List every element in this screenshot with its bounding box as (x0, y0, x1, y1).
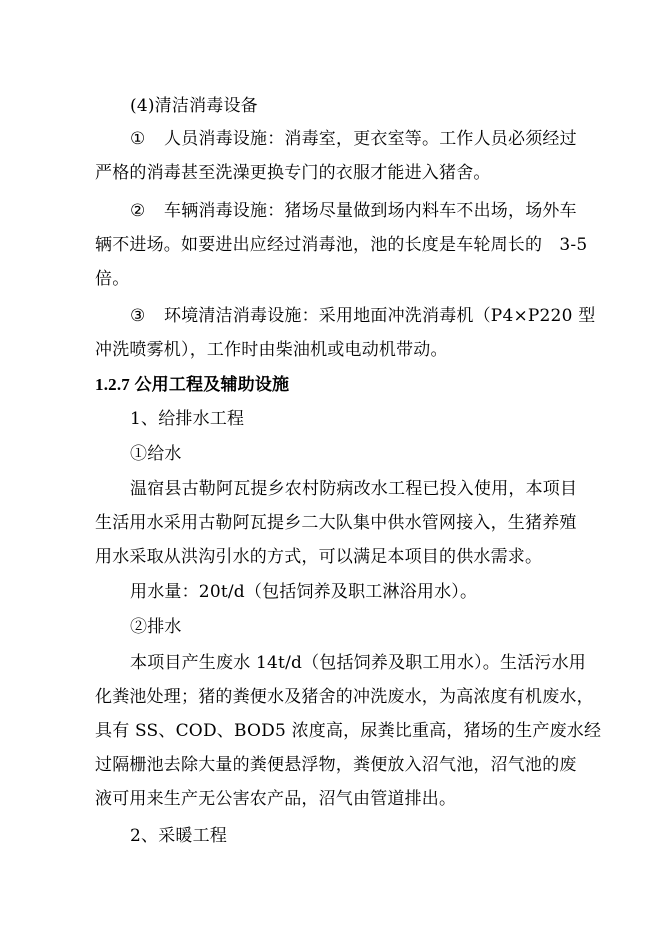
section-1-2-7-heading: 1.2.7 公用工程及辅助设施 (95, 375, 290, 394)
drainage-line-2: 化粪池处理；猪的粪便水及猪舍的冲洗废水，为高浓度有机废水， (95, 687, 594, 707)
item-2-line-3: 倍。 (95, 269, 130, 289)
item-3-line-2: 冲洗喷雾机），工作时由柴油机或电动机带动。 (95, 340, 448, 360)
water-usage: 用水量：20t/d（包括饲养及职工淋浴用水）。 (130, 582, 478, 602)
water-supply-title: ①给水 (130, 444, 182, 464)
item-1-marker: ① (130, 129, 146, 149)
water-supply-line-3: 用水采取从洪沟引水的方式，可以满足本项目的供水需求。 (95, 547, 543, 567)
item-3-text-1: 环境清洁消毒设施：采用地面冲洗消毒机（P4×P220 型 (164, 306, 596, 326)
drainage-line-3: 具有 SS、COD、BOD5 浓度高，尿粪比重高，猪场的生产废水经 (95, 721, 602, 741)
drainage-line-1: 本项目产生废水 14t/d（包括饲养及职工用水）。生活污水用 (130, 653, 586, 673)
item-1-line-1 (130, 128, 577, 150)
item-2-marker: ② (130, 201, 146, 221)
item-2-line-2: 辆不进场。如要进出应经过消毒池，池的长度是车轮周长的 3-5 (95, 235, 588, 255)
item-3-marker: ③ (130, 306, 146, 326)
water-supply-line-1: 温宿县古勒阿瓦提乡农村防病改水工程已投入使用，本项目 (130, 479, 578, 499)
sub-2-title: 2、采暖工程 (130, 826, 228, 846)
item-2-text-1: 车辆消毒设施：猪场尽量做到场内料车不出场，场外车 (164, 201, 577, 221)
section-4-title: (4)清洁消毒设备 (130, 96, 258, 116)
drainage-line-4: 过隔栅池去除大量的粪便悬浮物，粪便放入沼气池，沼气池的废 (95, 755, 577, 775)
drainage-line-5: 液可用来生产无公害农产品，沼气由管道排出。 (95, 789, 457, 809)
item-1-text-1: 人员消毒设施：消毒室，更衣室等。工作人员必须经过 (164, 129, 577, 149)
sub-1-title: 1、给排水工程 (130, 409, 245, 429)
item-2-line-1 (130, 200, 577, 222)
water-supply-line-2: 生活用水采用古勒阿瓦提乡二大队集中供水管网接入，生猪养殖 (95, 513, 577, 533)
item-3-line-1 (130, 305, 595, 327)
item-1-line-2: 严格的消毒甚至洗澡更换专门的衣服才能进入猪舍。 (95, 163, 491, 183)
drainage-title: ②排水 (130, 617, 182, 637)
